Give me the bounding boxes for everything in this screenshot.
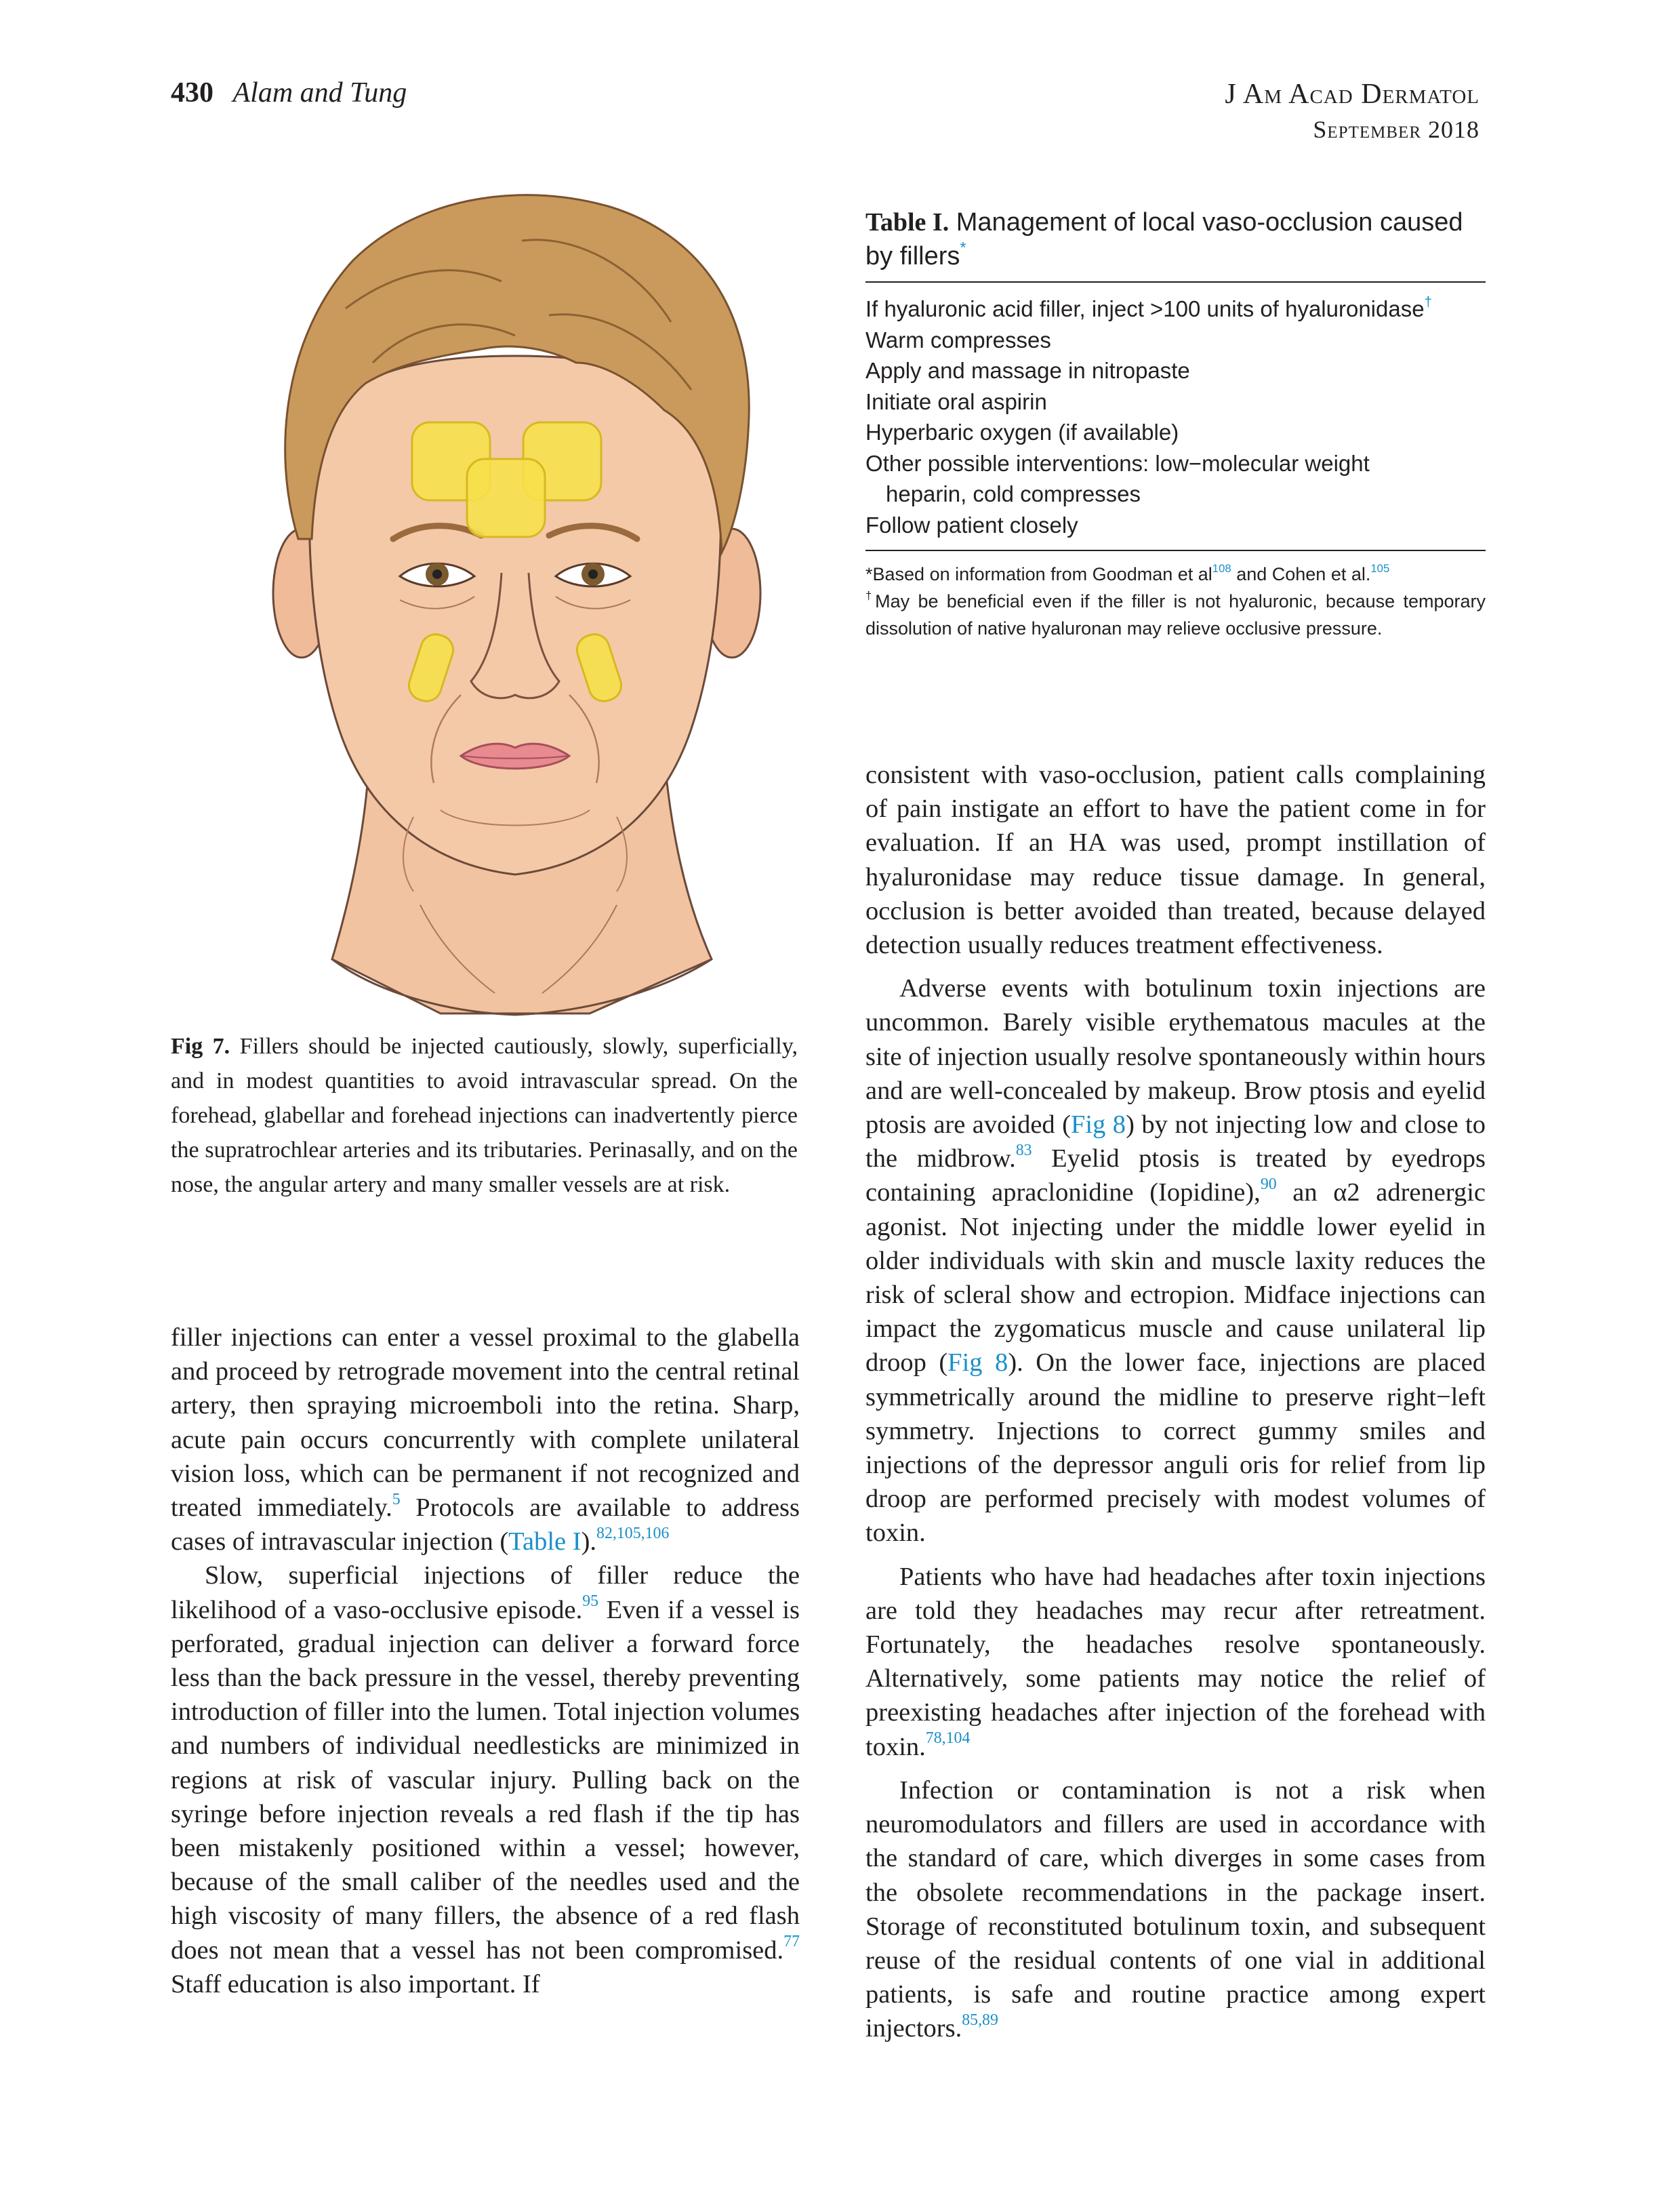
table-row-text: If hyaluronic acid filler, inject >100 units of hyaluronidase [865,296,1425,321]
table-title-text: Management of local vaso-occlusion caused by fillers [865,208,1463,270]
body-paragraph: consistent with vaso-occlusion, patient calls complaining of pain instigate an effort to have the patient come in for evaluation. If an HA was used, prompt instillation of hyaluronidase may reduce tissue damage. In general, occlusion is better avoided than treated, because delayed detection usually reduces treatment effectiveness. [865,761,1486,960]
figure-link[interactable]: Fig 8 [947,1348,1008,1378]
figure-label: Fig 7. [171,1034,230,1059]
body-paragraph: Slow, superficial injections of filler reduce the likelihood of a vaso-occlusive episode.$^{95}$ Even if a vessel is perforated, gradual injection can deliver a forward force less than the back pressure in the vessel, thereby preventing introduction of filler into the lumen. Total injection volumes and numbers of individual needlesticks are minimized in regions at risk of vascular injury. Pulling back on the syringe before injection reveals a red flash if the tip has been mistakenly positioned within a vessel; however, because of the small caliber of the needles used and the high viscosity of many fillers, the absence of a red flash does not mean that a vessel has not been compromised.$^{77}$ Staff education is also important. If [171,1561,800,1998]
table-title [865,205,1486,273]
table-row: Follow patient closely [865,512,1078,538]
table-link[interactable]: Table I [508,1527,581,1556]
journal-issue: September 2018 [1313,116,1479,143]
body-paragraph: Patients who have had headaches after toxin injections are told they headaches may recur after retreatment. Fortunately, the headaches resolve spontaneously. Alternatively, some patients may notice the relief of preexisting headaches after injection of the forehead with toxin.$^{78,104}$ [865,1562,1486,1761]
body-paragraph: Infection or contamination is not a risk when neuromodulators and fillers are used in accordance with the standard of care, which diverges in some cases from the obsolete recommendations in the package insert. Storage of reconstituted botulinum toxin, and subsequent reuse of the residual contents of one vial in additional patients, is safe and routine practice among expert injectors.$^{85,89}$ [865,1775,1486,2043]
citation-ref[interactable]: 85,89 [962,2011,998,2029]
table-title-mark: * [960,238,966,256]
figure-caption-text: Fillers should be injected cautiously, slowly, superficially, and in modest quantities to avoid intravascular spread. On the forehead, glabellar and forehead injections can inadvertently pierce the supratrochlear arteries and its tributaries. Perinasally, and on the nose, the angular artery and many smaller vessels are at risk. [171,1034,798,1197]
citation-ref[interactable]: 83 [1015,1141,1032,1159]
journal-name: J Am Acad Dermatol [1225,79,1479,110]
figure-link[interactable]: Fig 8 [1070,1110,1126,1140]
table-footnote-1: *Based on information from Goodman et $al^{108}$ and Cohen et al.$^{105}$ [865,561,1390,584]
citation-ref[interactable]: 78,104 [925,1729,971,1748]
table-rows [865,283,1486,550]
table-row: Apply and massage in nitropaste [865,358,1190,383]
face-drawing [197,159,834,1017]
table-row: heparin, cold compresses [886,481,1141,506]
table-row [865,294,1486,325]
citation-ref[interactable]: 95 [582,1592,599,1611]
running-header-right [1225,77,1479,147]
citation-ref[interactable]: 105 [1370,561,1390,575]
running-header-left [171,77,407,109]
face-illustration [197,159,834,1017]
citation-ref[interactable]: 5 [392,1490,401,1508]
table-i [865,205,1486,642]
zone-glabella [467,459,545,537]
table-footnotes [865,551,1486,642]
table-footnote-2: †May be beneficial even if the filler is not hyaluronic, because temporary dissolution of native hyaluronan may relieve occlusive pressure. [865,588,1486,639]
running-authors: Alam and Tung [232,77,407,108]
body-paragraph: Adverse events with botulinum toxin injections are uncommon. Barely visible erythematous macules at the site of injection usually resolve spontaneously within hours and are well-concealed by makeup. Brow ptosis and eyelid ptosis are avoided (Fig 8) by not injecting low and close to the midbrow.$^{83}$ Eyelid ptosis is treated by eyedrops containing apraclonidine (Iopidine),$^{90}$ an α2 adrenergic agonist. Not injecting under the middle lower eyelid in older individuals with skin and muscle laxity reduces the risk of scleral show and ectropion. Midface injections can impact the zygomaticus muscle and cause unilateral lip droop (Fig 8). On the lower face, injections are placed symmetrically around the midline to preserve right−left symmetry. Injections to correct gummy smiles and injections of the depressor anguli oris for relief from lip droop are performed precisely with modest volumes of toxin. [865,974,1486,1548]
figure-caption [171,1029,798,1202]
citation-ref[interactable]: 82,105,106 [596,1524,670,1542]
table-row-mark: † [1424,294,1432,310]
table-row: Hyperbaric oxygen (if available) [865,420,1179,445]
citation-ref[interactable]: 108 [1212,561,1231,575]
table-label: Table I. [865,208,950,237]
table-row: Warm compresses [865,327,1051,353]
right-column-text [865,758,1486,2046]
table-row: Other possible interventions: low−molecular weight [865,450,1370,476]
table-row: Initiate oral aspirin [865,388,1047,414]
page-number: 430 [171,77,213,108]
body-paragraph: filler injections can enter a vessel proximal to the glabella and proceed by retrograde movement into the central retinal artery, then spraying microemboli into the retina. Sharp, acute pain occurs concurrently with complete unilateral vision loss, which can be permanent if not recognized and treated immediately.$^5$ Protocols are available to address cases of intravascular injection (Table I).$^{82,105,106}$ [171,1323,800,1556]
citation-ref[interactable]: 77 [783,1933,800,1951]
left-column-text [171,1321,800,2001]
citation-ref[interactable]: 90 [1260,1175,1277,1194]
